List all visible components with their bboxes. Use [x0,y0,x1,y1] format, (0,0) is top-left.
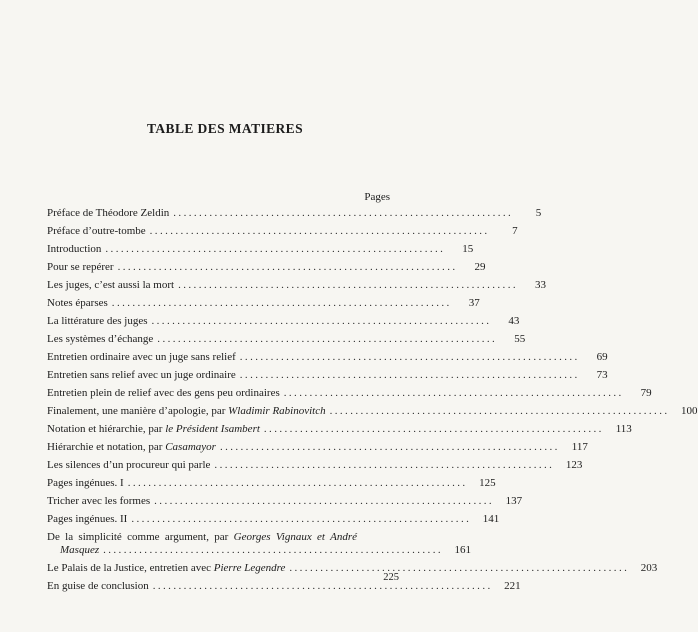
toc-entry-page: 33 [535,279,546,291]
toc-entry-label: Pages ingénues. II [47,513,128,525]
toc-entry-label [47,423,260,436]
toc-entry-page: 137 [505,495,523,507]
toc-leader-dots: .................................................................. [131,513,472,525]
toc-entry-label: Entretien ordinaire avec un juge sans relief [47,351,236,363]
page-number: 225 [383,572,399,583]
toc-leader-dots: .................................................................. [329,405,670,417]
toc-entry-label: Pages ingénues. I [47,477,124,489]
toc-entry [47,315,520,328]
toc-leader-dots: .................................................................. [117,261,458,273]
toc-entry-label-text: Notation et hiérarchie, par [47,423,166,435]
toc-entry [47,580,521,593]
toc-entry-author: Wladimir Rabinovitch [228,405,326,417]
toc-entry-page: 73 [596,369,608,381]
toc-entry-author: Casamayor [165,441,216,453]
pages-column-label: Pages [364,191,390,203]
toc-entry-label [47,405,326,418]
toc-leader-dots: .................................................................. [173,207,514,219]
toc-leader-dots: .................................................................. [127,477,468,489]
toc-leader-dots: .................................................................. [214,459,555,471]
toc-leader-dots: .................................................................. [219,441,560,453]
toc-entry-label-text: Le Palais de la Justice, entretien avec [47,562,214,574]
toc-entry-label: Pour se repérer [47,261,114,273]
toc-entry [47,225,518,238]
toc-entry-page: 37 [468,297,480,309]
toc-entry-page: 123 [565,459,583,471]
toc-entry-label: Notes éparses [47,297,108,309]
toc-entry-label: Les systèmes d’échange [47,333,154,345]
toc-entry-label: En guise de conclusion [47,580,149,592]
toc-leader-dots: .................................................................. [178,279,518,291]
toc-entry-label-text: De la simplicité comme argument, par [47,531,234,543]
toc-entry-label: La littérature des juges [47,315,148,327]
toc-entry-page: 141 [482,513,500,525]
toc-entry [47,261,486,274]
toc-leader-dots: .................................................................. [151,315,492,327]
toc-entry-author: Pierre Legendre [213,562,286,574]
toc-entry-author-continuation: Masquez [60,544,100,556]
toc-leader-dots: .................................................................. [154,495,495,507]
toc-entry [47,562,658,575]
toc-entry [47,351,608,364]
toc-entry-page: 29 [474,261,486,273]
toc-leader-dots: .................................................................. [263,423,604,435]
toc-leader-dots: .................................................................. [283,387,624,399]
toc-entry-label: Préface d’outre-tombe [47,225,146,237]
toc-entry [47,477,496,490]
toc-entry [47,297,480,310]
toc-leader-dots: .................................................................. [152,580,493,592]
toc-entry-author: Georges Vignaux et André [233,531,357,543]
toc-entry-label-text: Finalement, une manière d’apologie, par [47,405,229,417]
toc-entry [47,513,500,526]
toc-entry-page: 117 [571,441,588,453]
toc-entry-page: 125 [479,477,496,489]
toc-entry-label [47,531,357,544]
toc-entry-continuation [47,544,472,557]
toc-leader-dots: .................................................................. [105,243,446,255]
toc-leader-dots: .................................................................. [157,333,498,345]
toc-leader-dots: .................................................................. [289,562,630,574]
toc-entry-page: 7 [512,225,518,237]
page-title: TABLE DES MATIERES [147,121,303,136]
toc-leader-dots: .................................................................. [103,544,444,556]
toc-entry [47,495,523,508]
toc-entry [47,333,526,346]
toc-entry-label: Introduction [47,243,102,255]
toc-entry-label: Préface de Théodore Zeldin [47,207,170,219]
toc-entry-label: Entretien sans relief avec un juge ordinaire [47,369,236,381]
toc-entry-page: 5 [535,207,542,219]
toc-entry-author: le Président Isambert [165,423,260,435]
toc-leader-dots: .................................................................. [239,369,580,381]
toc-entry-page: 203 [640,562,658,574]
toc-entry-label: Entretien plein de relief avec des gens peu ordinaires [47,387,280,399]
toc-entry-page: 55 [514,333,526,345]
toc-entry-label [47,562,285,575]
toc-entry [47,405,698,418]
toc-leader-dots: .................................................................. [239,351,580,363]
toc-entry [47,369,608,382]
toc-entry-page: 43 [508,315,520,327]
toc-entry-label [47,441,216,454]
toc-entry [47,441,588,454]
toc-entry-page: 100 [681,405,698,417]
toc-entry [47,387,652,400]
toc-entry-label: Les silences d’un procureur qui parle [47,459,211,471]
toc-entry [47,207,542,220]
toc-entry-page: 79 [640,387,652,399]
toc-entry-page: 221 [504,580,521,592]
toc-leader-dots: .................................................................. [111,297,452,309]
toc-entry-label: Tricher avec les formes [47,495,151,507]
toc-leader-dots: .................................................................. [149,225,490,237]
toc-entry-page: 69 [596,351,608,363]
toc-entry [47,279,546,292]
toc-entry-page: 161 [454,544,472,556]
toc-entry [47,459,583,472]
toc-entry [47,531,472,557]
toc-entry-page: 15 [462,243,474,255]
toc-entry [47,243,474,256]
toc-entry-label-text: Hiérarchie et notation, par [47,441,166,453]
toc-entry-page: 113 [615,423,632,435]
toc-entry-label: Les juges, c’est aussi la mort [47,279,175,291]
toc-entry [47,423,632,436]
